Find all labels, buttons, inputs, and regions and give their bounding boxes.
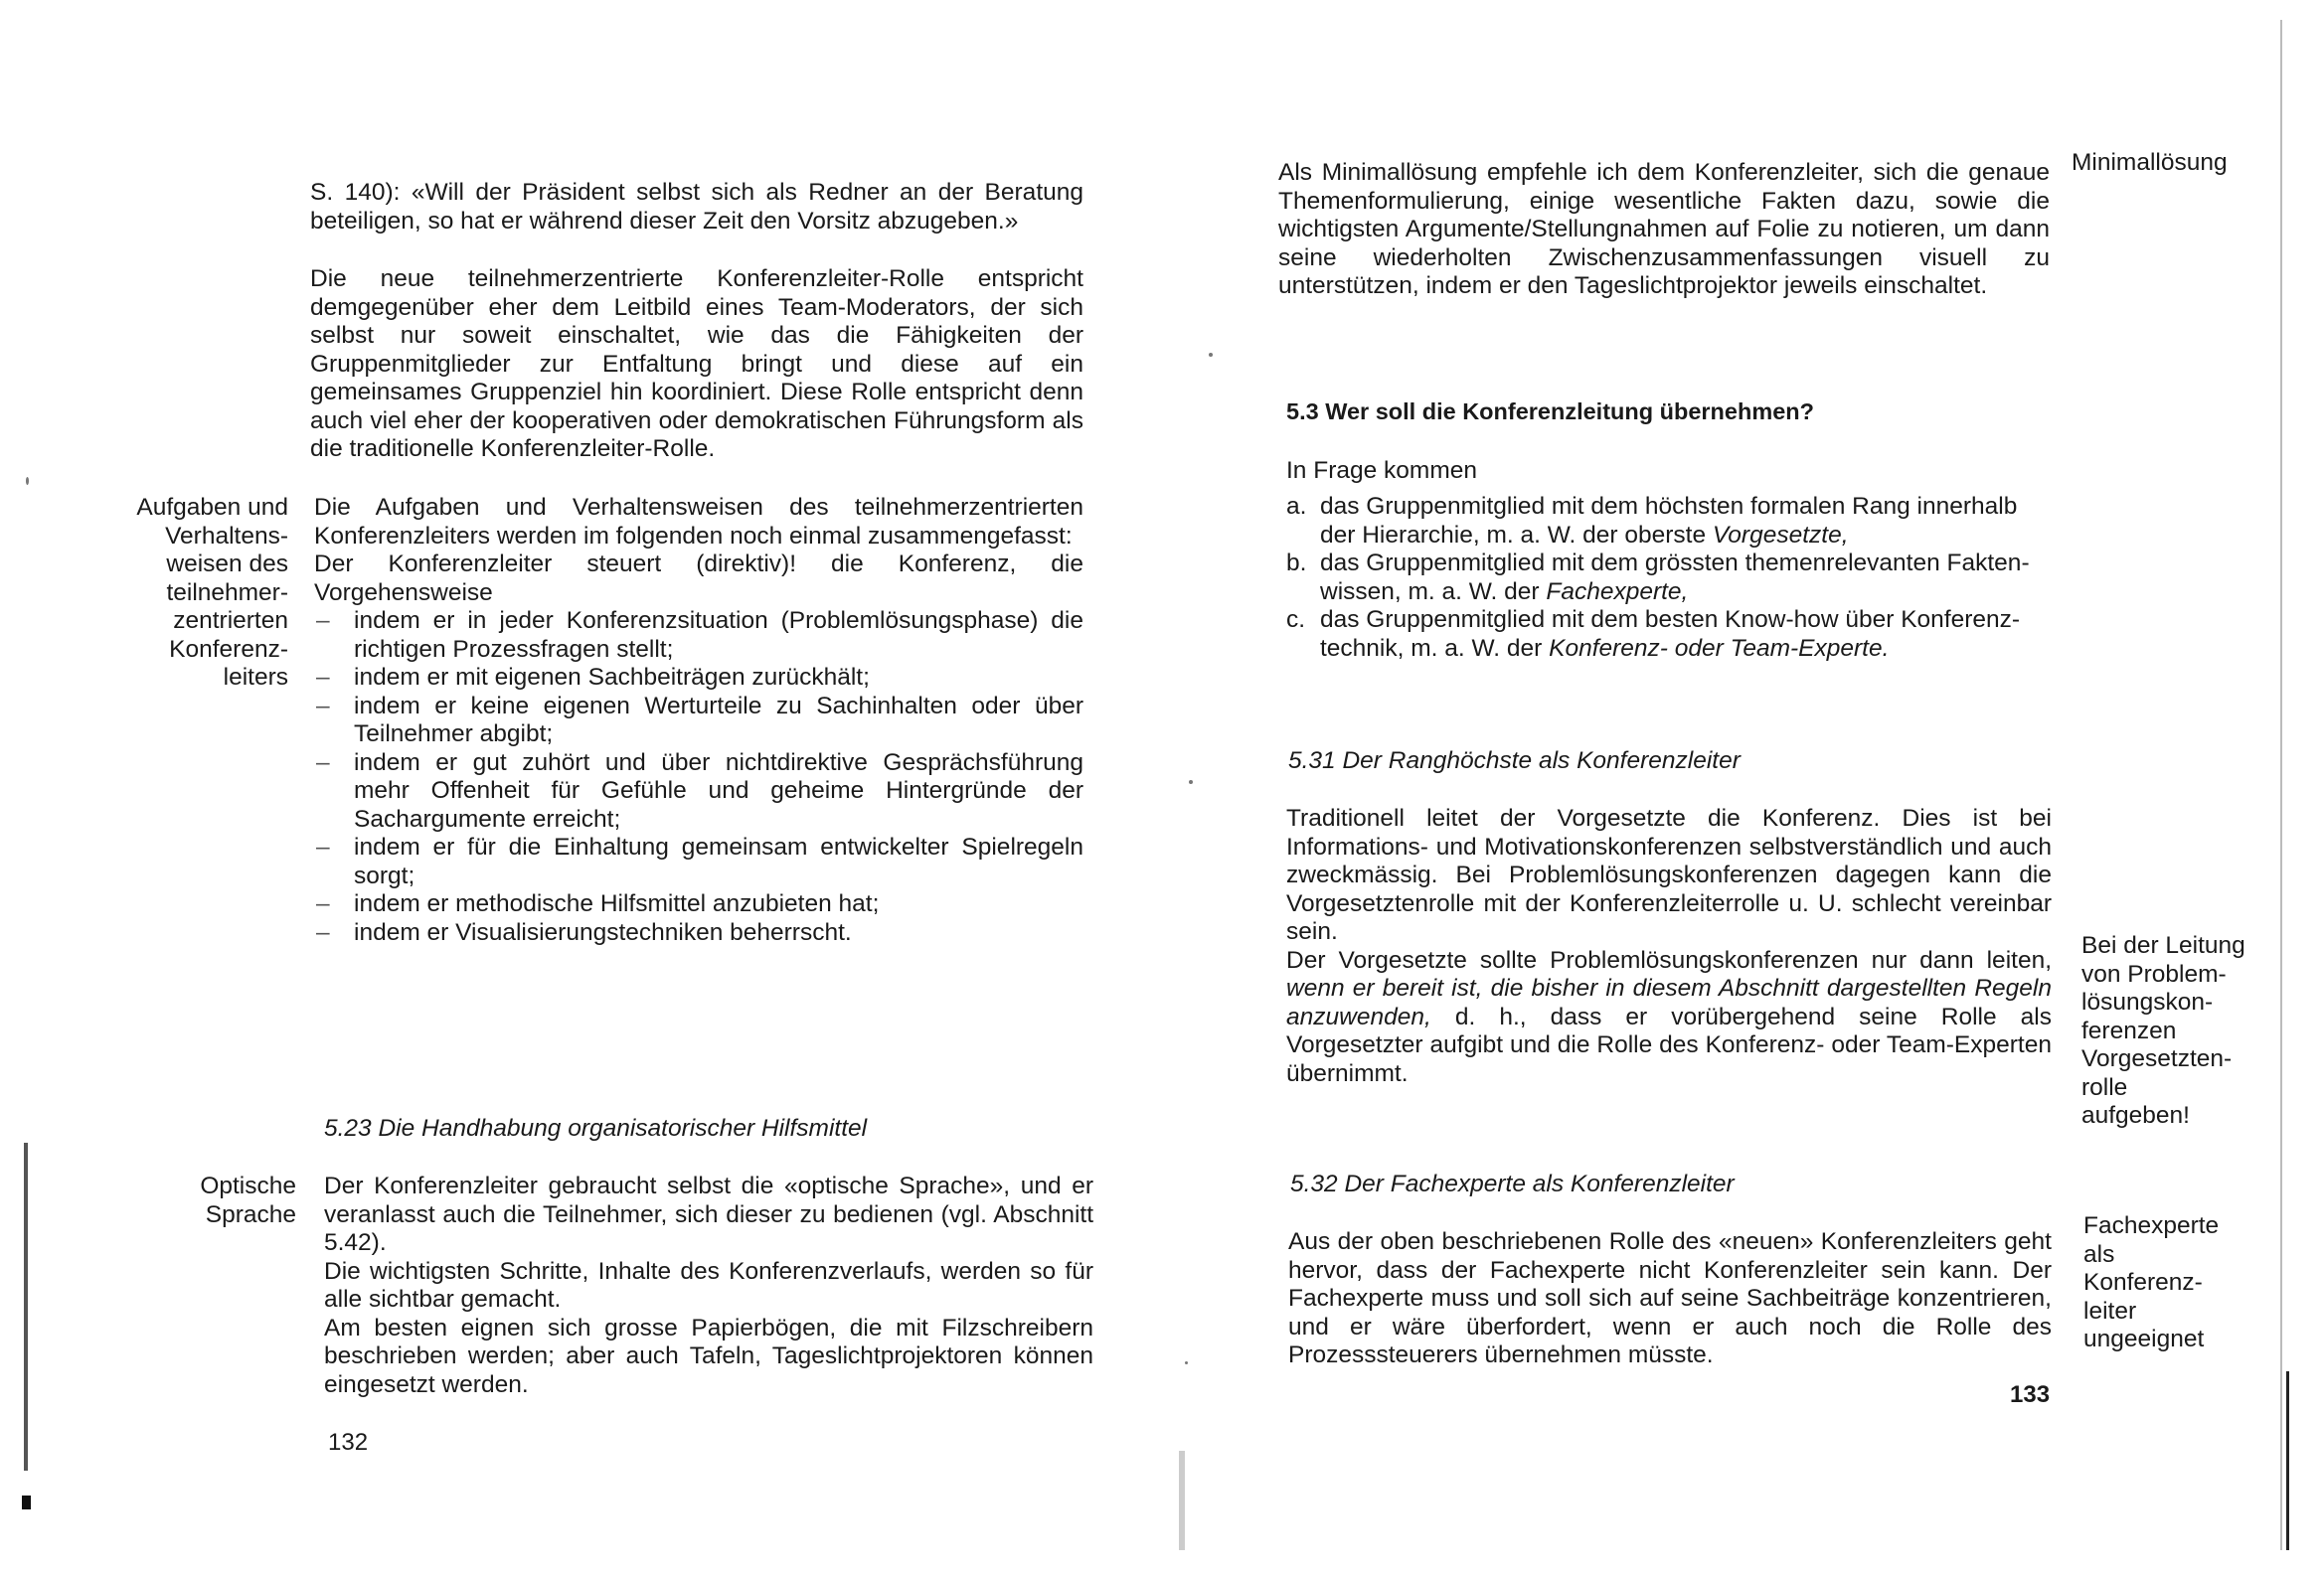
margin-note-leadership	[2081, 932, 2300, 1131]
section-53-heading: 5.3 Wer soll die Konferenzleitung übernehmen?	[1286, 398, 1815, 424]
role-paragraph: Die neue teilnehmerzentrierte Konferenzleiter-Rolle entspricht demgegenüber eher dem Leitbild eines Team-Moderators, der sich selbst nur soweit einschaltet, wie das die Fähigkeiten der Gruppenmitglieder zur Entfaltung bringt und diese auf ein gemeinsames Gruppenziel hin koordiniert. Diese Rolle entspricht denn auch viel eher der kooperativen oder demokratischen Führungsform als die traditionelle Konferenzleiter-Rolle.	[310, 265, 1083, 462]
list-marker: b.	[1286, 550, 1307, 576]
optics-paragraph-3: Am besten eignen sich grosse Papierbögen, die mit Filzschreibern beschrieben werden; aber auch Tafeln, Tageslichtprojektoren können eingesetzt werden.	[324, 1314, 1093, 1398]
list-item: – indem er für die Einhaltung gemeinsam entwickelter Spielregeln sorgt;	[314, 834, 1083, 890]
margin-note-line: Aufgaben und	[136, 494, 288, 521]
expert-paragraph: Aus der oben beschriebenen Rolle des «neuen» Konferenzleiters geht hervor, dass der Fachexperte nicht Konferenzleiter sein kann. Der Fachexperte muss und soll sich auf seine Sachbeiträge konzentrieren, und er wäre überfordert, wenn er auch noch die Rolle des Prozesssteuerers übernehmen müsste.	[1288, 1228, 2052, 1368]
gutter-speck	[1209, 353, 1213, 357]
options-list	[1286, 493, 2058, 663]
gutter-speck	[1185, 1361, 1188, 1364]
highest-block	[1286, 805, 2052, 1088]
margin-note-line: rolle	[2081, 1073, 2128, 1101]
margin-note-line: lösungskon-	[2081, 989, 2214, 1016]
tasks-intro: Die Aufgaben und Verhaltensweisen des teilnehmerzentrierten Konferenzleiters werden im folgenden noch einmal zusammengefasst:	[314, 494, 1083, 550]
left-main-top	[310, 179, 1083, 464]
highest-paragraph-1: Traditionell leitet der Vorgesetzte die Konferenz. Dies ist bei Informations- und Motivationskonferenzen selbstverständlich und auch zweckmässig. Bei Problemlösungskonferenzen dagegen kann die Vorgesetztenrolle mit der Konferenzleiterrolle u. U. schlecht vereinbar sein.	[1286, 805, 2052, 945]
tasks-block	[314, 494, 1083, 947]
margin-note-line: leiter	[2083, 1297, 2137, 1325]
margin-note-line: weisen des	[166, 551, 288, 577]
margin-note-line: ferenzen	[2081, 1017, 2177, 1044]
intro-quote: S. 140): «Will der Präsident selbst sich als Redner an der Beratung beteiligen, so hat er während dieser Zeit den Vorsitz abzugeben.»	[310, 179, 1083, 235]
scan-speck	[26, 477, 29, 485]
list-item: – indem er methodische Hilfsmittel anzubieten hat;	[314, 890, 1083, 919]
margin-note-optics	[119, 1173, 296, 1229]
list-item: – indem er keine eigenen Werturteile zu Sachinhalten oder über Teilnehmer abgibt;	[314, 693, 1083, 749]
option-text: das Gruppenmitglied mit dem besten Know-how über Konferenztechnik, m. a. W. der	[1320, 606, 2021, 662]
highest-p2-emphasis: wenn er bereit ist, die bisher in diesem Abschnitt dargestellten Regeln anzuwenden,	[1286, 975, 2052, 1030]
margin-note-line: teilnehmer-	[166, 578, 288, 606]
list-item: – indem er mit eigenen Sachbeiträgen zurückhält;	[314, 664, 1083, 693]
tasks-lead: Der Konferenzleiter steuert (direktiv)! die Konferenz, die Vorgehensweise	[314, 551, 1083, 606]
list-item	[1286, 606, 2058, 663]
section-531-heading: 5.31 Der Ranghöchste als Konferenzleiter	[1288, 747, 1741, 774]
right-page	[1163, 0, 2324, 1577]
highest-p2-end: d. h., dass er vorübergehend seine Rolle als Vorgesetzter aufgibt und die Rolle des Konferenz- oder Team-Experten übernimmt.	[1286, 1003, 2052, 1087]
margin-note-line: zentrierten	[173, 607, 288, 634]
scan-edge-mark	[2280, 20, 2282, 1550]
margin-note-line: Konferenz-	[2083, 1269, 2203, 1296]
margin-note-line: Sprache	[205, 1200, 296, 1228]
margin-note-minimal	[2072, 149, 2300, 178]
margin-note-line: als	[2083, 1240, 2115, 1268]
option-text: das Gruppenmitglied mit dem höchsten formalen Rang innerhalb der Hierarchie, m. a. W. der oberste	[1320, 493, 2018, 549]
optics-paragraph-1: Der Konferenzleiter gebraucht selbst die «optische Sprache», und er veranlasst auch die Teilnehmer, sich dieser zu bedienen (vgl. Abschnitt 5.42).	[324, 1173, 1093, 1256]
margin-note-line: aufgeben!	[2081, 1102, 2190, 1129]
margin-note-line: Fachexperte	[2083, 1212, 2220, 1239]
margin-note-line: Minimallösung	[2072, 149, 2228, 176]
list-item: – indem er gut zuhört und über nichtdirektive Gesprächsführung mehr Offenheit für Gefühle und geheime Hintergründe der Sachargumente erreicht;	[314, 749, 1083, 835]
gutter-speck	[1189, 780, 1193, 784]
options-block	[1286, 493, 2058, 663]
minimal-paragraph: Als Minimallösung empfehle ich dem Konferenzleiter, sich die genaue Themenformulierung, einige wesentliche Fakten dazu, sowie die wichtigsten Argumente/Stellungnahmen auf Folie zu notieren, um dann seine wiederholten Zwischenzusammenfassungen visuell zu unterstützen, indem er den Tageslichtprojektor jeweils einschaltet.	[1278, 159, 2050, 299]
scan-edge-mark	[2286, 1371, 2289, 1550]
margin-note-line: Vorgesetzten-	[2081, 1045, 2233, 1072]
list-item	[1286, 550, 2058, 606]
option-emphasis: Konferenz- oder Team-Experte.	[1549, 634, 1890, 662]
list-item: – indem er Visualisierungstechniken beherrscht.	[314, 919, 1083, 948]
margin-note-line: Konferenz-	[169, 635, 288, 663]
margin-note-line: Optische	[200, 1173, 296, 1199]
section-523-heading: 5.23 Die Handhabung organisatorischer Hilfsmittel	[324, 1115, 868, 1142]
optics-paragraph-2: Die wichtigsten Schritte, Inhalte des Konferenzverlaufs, werden so für alle sichtbar gemacht.	[324, 1257, 1093, 1313]
highest-paragraph-2	[1286, 947, 2052, 1089]
page-number-left: 132	[328, 1429, 369, 1456]
margin-note-line: Verhaltens-	[165, 522, 288, 550]
list-marker: c.	[1286, 606, 1306, 633]
optics-block	[324, 1173, 1093, 1399]
option-emphasis: Fachexperte,	[1546, 577, 1689, 605]
section-532-heading: 5.32 Der Fachexperte als Konferenzleiter	[1290, 1171, 1735, 1197]
tasks-list	[314, 607, 1083, 947]
scan-edge-mark	[24, 1143, 28, 1471]
list-item	[1286, 493, 2058, 550]
list-marker: a.	[1286, 493, 1307, 520]
option-text: das Gruppenmitglied mit dem grössten themenrelevanten Faktenwissen, m. a. W. der	[1320, 550, 2030, 605]
option-emphasis: Vorgesetzte,	[1712, 521, 1849, 549]
in-frage-label: In Frage kommen	[1286, 457, 1477, 484]
page-number-right: 133	[2010, 1381, 2051, 1408]
margin-note-line: von Problem-	[2081, 960, 2227, 988]
gutter-shadow	[1179, 1451, 1185, 1550]
margin-note-line: Bei der Leitung	[2081, 932, 2245, 959]
highest-p2-start: Der Vorgesetzte sollte Problemlösungskonferenzen nur dann leiten,	[1286, 946, 2052, 974]
margin-note-line: ungeeignet	[2083, 1326, 2205, 1352]
margin-note-line: leiters	[223, 664, 288, 691]
margin-note-tasks	[80, 494, 288, 693]
scan-edge-mark	[22, 1496, 31, 1509]
margin-note-expert	[2083, 1212, 2302, 1354]
list-item: – indem er in jeder Konferenzsituation (Problemlösungsphase) die richtigen Prozessfragen stellt;	[314, 607, 1083, 664]
